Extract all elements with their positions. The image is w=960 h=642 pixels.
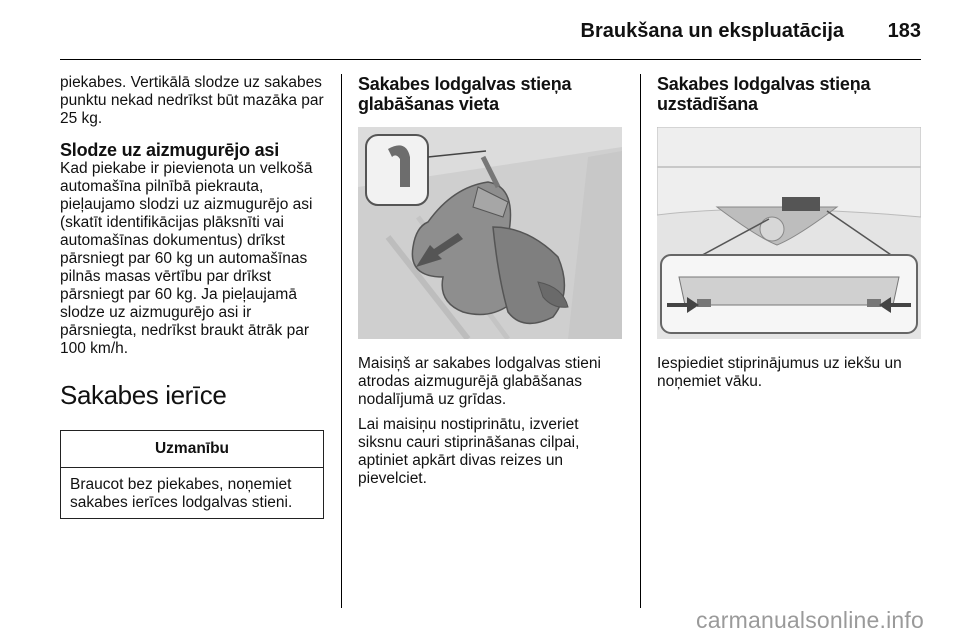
storage-paragraph-2: Lai maisiņu nostiprinātu, izveriet siksnu cauri stiprināšanas cilpai, aptiniet apkārt divas reizes un pievelciet. (358, 416, 580, 487)
warning-text: Braucot bez piekabes, noņemiet sakabes ierīces lodgalvas stieni. (70, 476, 293, 511)
storage-bag-illustration (358, 127, 622, 339)
page-header (0, 0, 960, 60)
column-2 (358, 74, 622, 488)
storage-paragraph-1: Maisiņš ar sakabes lodgalvas stieni atrodas aizmugurējā glabāšanas nodalījumā uz grīdas. (358, 355, 601, 408)
cover-removal-drawing (657, 127, 921, 339)
section-heading: Sakabes ierīce (60, 380, 227, 410)
warning-box (60, 430, 324, 519)
header-rule (60, 59, 921, 60)
cover-removal-illustration (657, 127, 921, 339)
header-title: Braukšana un ekspluatācija (580, 20, 844, 42)
storage-bag-drawing (358, 127, 622, 339)
column-divider-2 (640, 74, 641, 608)
page-number: 183 (887, 20, 921, 42)
intro-paragraph: piekabes. Vertikālā slodze uz sakabes punktu nekad nedrīkst būt mazāka par 25 kg. (60, 74, 324, 127)
column-3 (657, 74, 921, 391)
column-1 (60, 74, 326, 519)
storage-heading: Sakabes lodgalvas stieņa glabāšanas vieta (358, 74, 572, 114)
rear-axle-heading: Slodze uz aizmugurējo asi (60, 140, 280, 160)
column-divider-1 (341, 74, 342, 608)
mounting-paragraph-1: Iespiediet stiprinājumus uz iekšu un noņemiet vāku. (657, 355, 902, 390)
watermark: carmanualsonline.info (696, 607, 924, 633)
rear-axle-paragraph: Kad piekabe ir pievienota un velkošā automašīna pilnībā piekrauta, pieļaujamo slodzi uz aizmugurējo asi (skatīt identifikācijas plāksnīti vai automašīnas dokumentus) drīkst pārsniegt par 60 kg un automašīnas pilnās masas vērtību par drīkst pārsniegt par 60 kg. Ja pieļaujamā slodze uz aizmugurējo asi ir pārsniegta, nedrīkst braukt ātrāk par 100 km/h. (60, 160, 313, 357)
warning-title: Uzmanību (61, 431, 323, 468)
mounting-heading: Sakabes lodgalvas stieņa uzstādīšana (657, 74, 871, 114)
